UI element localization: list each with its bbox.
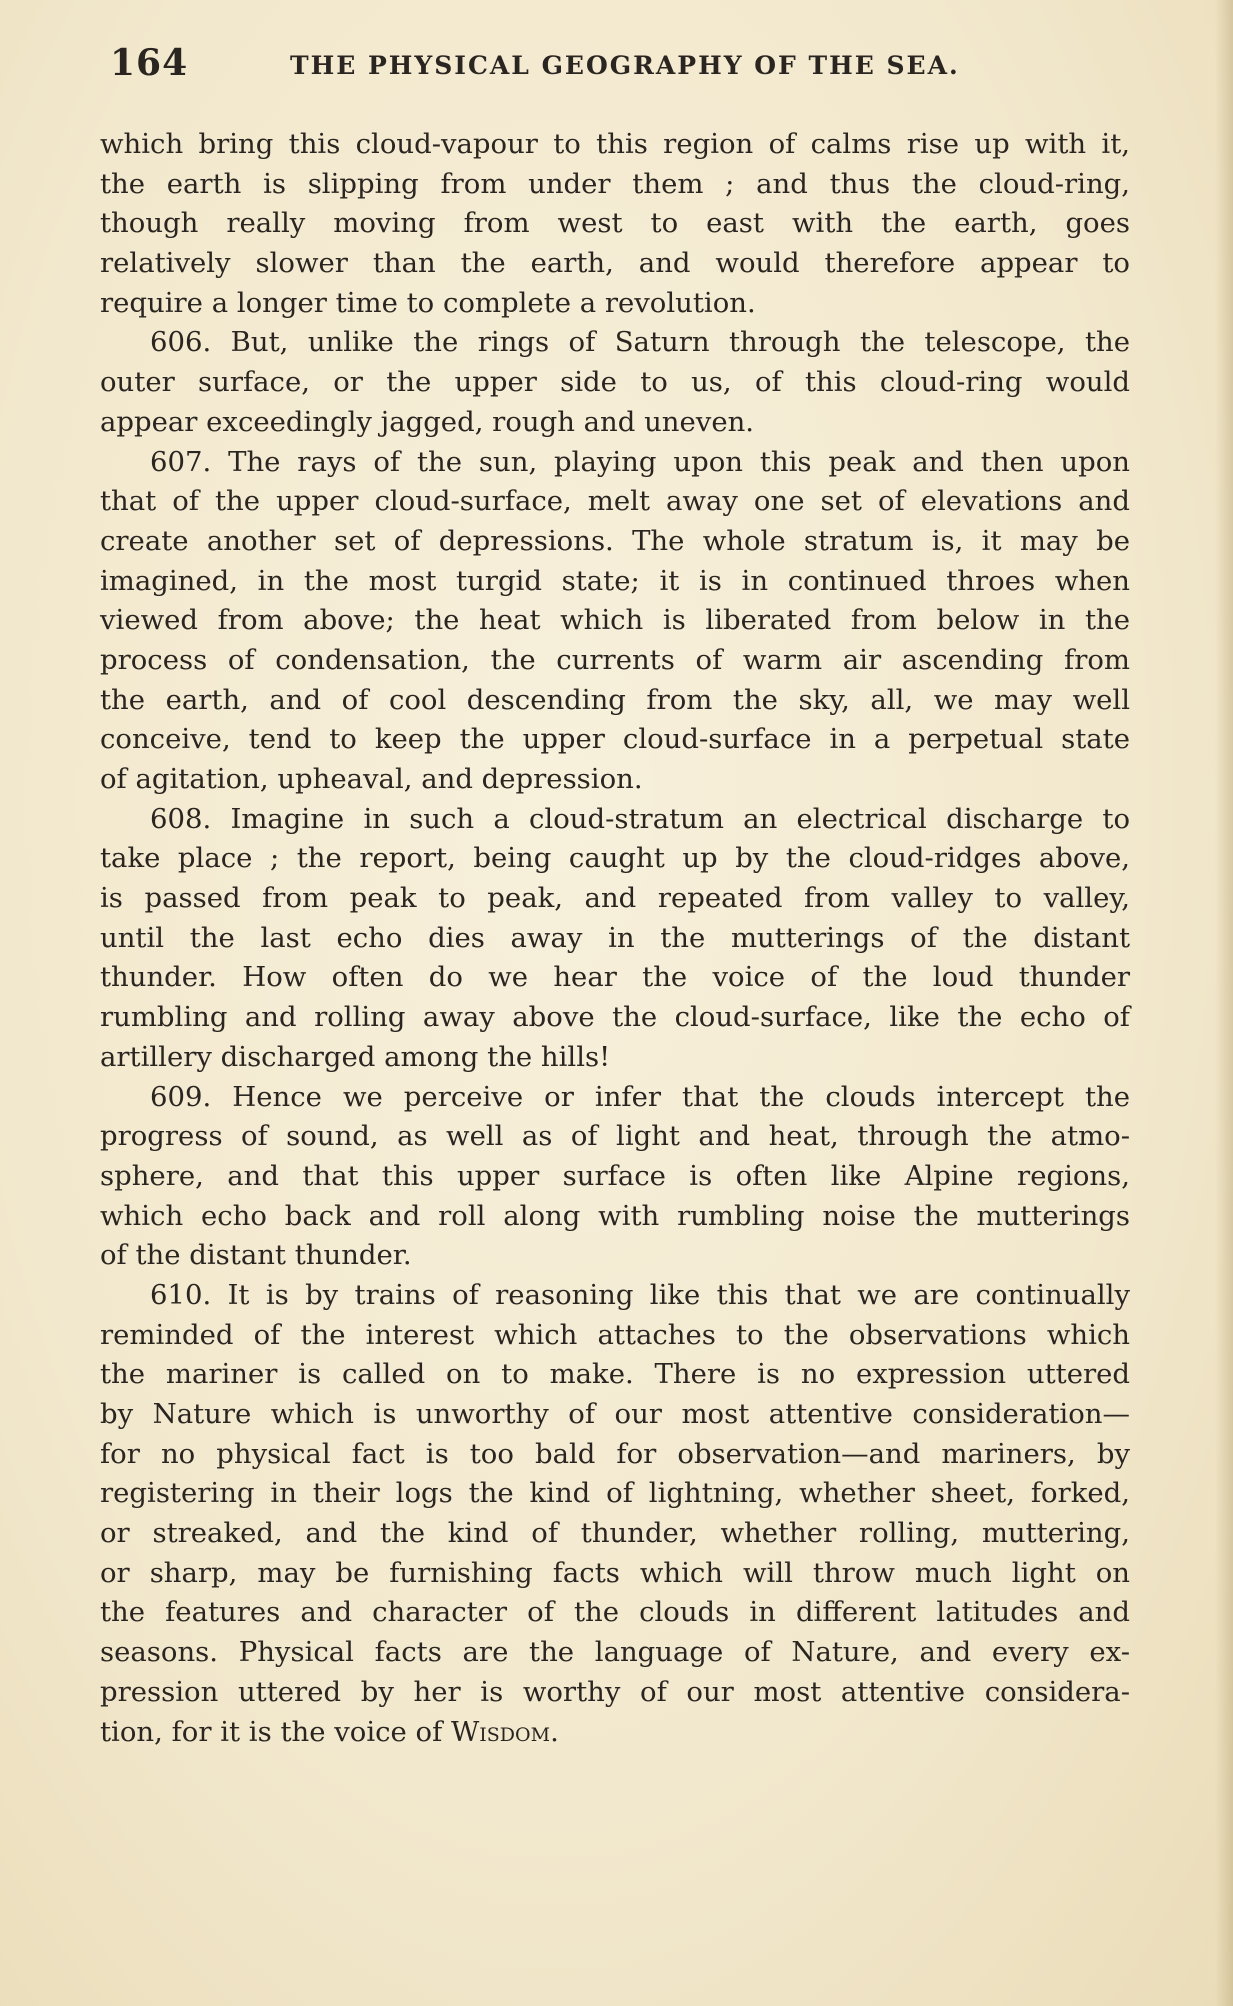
text-line: progress of sound, as well as of light and heat, through the atmo- xyxy=(100,1120,1130,1153)
text-line: take place ; the report, being caught up by the cloud-ridges above, xyxy=(100,842,1130,875)
paragraph-first-line: 609. Hence we perceive or infer that the clouds intercept the xyxy=(150,1080,1130,1113)
text-line: or streaked, and the kind of thunder, whether rolling, muttering, xyxy=(100,1517,1130,1550)
text-line: create another set of depressions. The whole stratum is, it may be xyxy=(100,524,1130,557)
body-text xyxy=(100,125,1130,1752)
text-line: appear exceedingly jagged, rough and uneven. xyxy=(100,405,755,438)
text-line: the earth, and of cool descending from the sky, all, we may well xyxy=(100,683,1130,716)
text-line: the mariner is called on to make. There is no expression uttered xyxy=(100,1358,1130,1391)
text-line: artillery discharged among the hills! xyxy=(100,1040,611,1073)
text-line: relatively slower than the earth, and would therefore appear to xyxy=(100,247,1130,280)
page-number: 164 xyxy=(110,42,189,84)
text-line: seasons. Physical facts are the language of Nature, and every ex- xyxy=(100,1636,1130,1669)
text-line: imagined, in the most turgid state; it is in continued throes when xyxy=(100,564,1130,597)
text-line: is passed from peak to peak, and repeated from valley to valley, xyxy=(100,882,1130,915)
text-line: of agitation, upheaval, and depression. xyxy=(100,763,643,795)
running-head: THE PHYSICAL GEOGRAPHY OF THE SEA. xyxy=(290,51,960,80)
text-line: for no physical fact is too bald for observation—and mariners, by xyxy=(100,1437,1130,1470)
page-header xyxy=(110,42,1120,92)
text-line: sphere, and that this upper surface is often like Alpine regions, xyxy=(100,1159,1130,1192)
text-line: though really moving from west to east with the earth, goes xyxy=(100,207,1130,240)
text-line: process of condensation, the currents of warm air ascending from xyxy=(100,643,1130,676)
text-line: until the last echo dies away in the mutterings of the distant xyxy=(100,921,1130,954)
page-edge-shadow xyxy=(1215,0,1233,2006)
text-line: of the distant thunder. xyxy=(100,1239,412,1272)
text-line: or sharp, may be furnishing facts which will throw much light on xyxy=(100,1556,1130,1589)
text-line-final xyxy=(100,1713,1130,1753)
text-line: which bring this cloud-vapour to this region of calms rise up with it, xyxy=(100,128,1130,160)
paragraph-first-line: 607. The rays of the sun, playing upon this peak and then upon xyxy=(150,445,1130,478)
text-line: outer surface, or the upper side to us, of this cloud-ring would xyxy=(100,366,1130,399)
small-caps-word: Wisdom. xyxy=(451,1715,559,1748)
text-line: pression uttered by her is worthy of our most attentive considera- xyxy=(100,1675,1130,1708)
final-line-text: tion, for it is the voice of xyxy=(100,1715,452,1748)
text-line: that of the upper cloud-surface, melt away one set of elevations and xyxy=(100,485,1130,518)
text-line: require a longer time to complete a revolution. xyxy=(100,286,756,319)
text-line: thunder. How often do we hear the voice of the loud thunder xyxy=(100,961,1130,994)
paragraph-first-line: 606. But, unlike the rings of Saturn through the telescope, the xyxy=(150,326,1130,359)
text-line: which echo back and roll along with rumbling noise the mutterings xyxy=(100,1199,1130,1232)
text-line: registering in their logs the kind of lightning, whether sheet, forked, xyxy=(100,1477,1130,1510)
text-line: by Nature which is unworthy of our most attentive consideration— xyxy=(100,1398,1130,1430)
paragraph-first-line: 608. Imagine in such a cloud-stratum an electrical discharge to xyxy=(150,802,1130,835)
paragraph-first-line: 610. It is by trains of reasoning like this that we are continually xyxy=(150,1278,1130,1311)
text-line: viewed from above; the heat which is liberated from below in the xyxy=(100,604,1130,637)
text-line: the earth is slipping from under them ; and thus the cloud-ring, xyxy=(100,167,1130,200)
text-line: reminded of the interest which attaches to the observations which xyxy=(100,1318,1130,1351)
text-line: the features and character of the clouds in different latitudes and xyxy=(100,1596,1130,1629)
text-line: rumbling and rolling away above the cloud-surface, like the echo of xyxy=(100,1001,1130,1034)
text-line: conceive, tend to keep the upper cloud-surface in a perpetual state xyxy=(100,723,1130,756)
